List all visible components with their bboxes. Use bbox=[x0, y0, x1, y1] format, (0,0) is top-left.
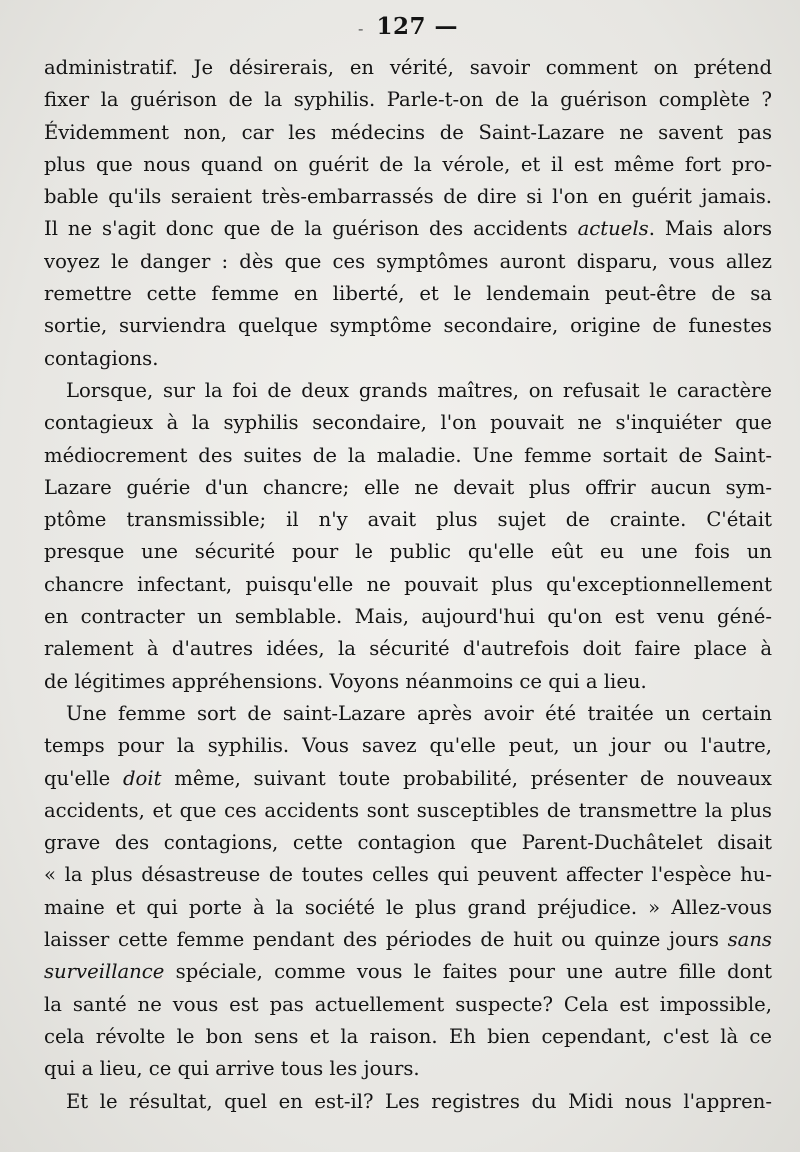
text-line bbox=[44, 181, 772, 213]
text-line bbox=[44, 827, 772, 859]
text-run: Une femme sort de saint-Lazare après avoir été traitée un certain bbox=[66, 701, 772, 725]
text-run: ptôme transmissible; il n'y avait plus sujet de crainte. C'était bbox=[44, 508, 772, 532]
text-line bbox=[44, 407, 772, 439]
text-run: qu'elle bbox=[44, 766, 124, 790]
text-line bbox=[44, 52, 772, 84]
text-line bbox=[44, 795, 772, 827]
text-line bbox=[44, 278, 772, 310]
text-run: même, suivant toute probabilité, présenter de nouveaux bbox=[161, 766, 772, 790]
text-line bbox=[44, 310, 772, 342]
text-run: sortie, surviendra quelque symptôme secondaire, origine de funestes bbox=[44, 314, 772, 338]
text-line bbox=[44, 213, 772, 245]
text-line bbox=[44, 601, 772, 633]
text-line bbox=[44, 666, 772, 698]
italic-text: surveillance bbox=[44, 960, 165, 984]
body-text bbox=[44, 52, 772, 1118]
text-line bbox=[44, 989, 772, 1021]
text-run: en contracter un semblable. Mais, aujourd'hui qu'on est venu géné- bbox=[44, 605, 772, 629]
text-run: administratif. Je désirerais, en vérité, savoir comment on prétend bbox=[44, 56, 772, 79]
text-line bbox=[44, 117, 772, 149]
text-run: . Mais alors bbox=[648, 217, 772, 241]
text-run: accidents, et que ces accidents sont susceptibles de transmettre la plus bbox=[44, 798, 772, 822]
text-run: la santé ne vous est pas actuellement suspecte? Cela est impossible, bbox=[44, 992, 772, 1016]
text-line bbox=[44, 569, 772, 601]
text-run: contagieux à la syphilis secondaire, l'on pouvait ne s'inquiéter que bbox=[44, 411, 772, 435]
text-line bbox=[44, 375, 772, 407]
text-run: bable qu'ils seraient très-embarrassés de dire si l'on en guérit jamais. bbox=[44, 185, 772, 209]
text-run: Il ne s'agit donc que de la guérison des accidents bbox=[44, 217, 578, 241]
text-line bbox=[44, 84, 772, 116]
text-run: Et le résultat, quel en est-il? Les registres du Midi nous l'appren- bbox=[66, 1089, 772, 1113]
text-run: Lazare guérie d'un chancre; elle ne devait plus offrir aucun sym- bbox=[44, 475, 772, 499]
text-line bbox=[44, 924, 772, 956]
text-line bbox=[44, 343, 772, 375]
italic-text: actuels bbox=[577, 217, 649, 241]
text-run: maine et qui porte à la société le plus grand préjudice. » Allez-vous bbox=[44, 895, 772, 919]
text-run: plus que nous quand on guérit de la vérole, et il est même fort pro- bbox=[44, 152, 772, 176]
text-line bbox=[44, 698, 772, 730]
text-line bbox=[44, 472, 772, 504]
italic-text: doit bbox=[123, 766, 162, 790]
text-run: temps pour la syphilis. Vous savez qu'elle peut, un jour ou l'autre, bbox=[44, 734, 772, 758]
page-number-value: 127 — bbox=[376, 13, 458, 40]
text-run: chancre infectant, puisqu'elle ne pouvait plus qu'exceptionnellement bbox=[44, 572, 772, 596]
text-run: contagions. bbox=[44, 346, 159, 370]
text-line bbox=[44, 246, 772, 278]
text-run: grave des contagions, cette contagion que Parent-Duchâtelet disait bbox=[44, 831, 772, 855]
text-run: cela révolte le bon sens et la raison. Eh bien cependant, c'est là ce bbox=[44, 1024, 772, 1048]
page-number-prefix: - bbox=[358, 19, 364, 38]
book-page bbox=[44, 10, 772, 1118]
text-run: Évidemment non, car les médecins de Saint-Lazare ne savent pas bbox=[44, 120, 772, 144]
text-line bbox=[44, 763, 772, 795]
text-line bbox=[44, 1021, 772, 1053]
text-line bbox=[44, 149, 772, 181]
text-run: fixer la guérison de la syphilis. Parle-t-on de la guérison complète ? bbox=[44, 88, 772, 112]
text-line bbox=[44, 633, 772, 665]
text-run: remettre cette femme en liberté, et le lendemain peut-être de sa bbox=[44, 282, 772, 306]
text-run: médiocrement des suites de la maladie. Une femme sortait de Saint- bbox=[44, 443, 772, 467]
text-line bbox=[44, 504, 772, 536]
text-run: ralement à d'autres idées, la sécurité d'autrefois doit faire place à bbox=[44, 637, 772, 661]
text-line bbox=[44, 730, 772, 762]
page-number bbox=[44, 10, 772, 44]
text-line bbox=[44, 956, 772, 988]
text-line bbox=[44, 1053, 772, 1085]
text-run: de légitimes appréhensions. Voyons néanmoins ce qui a lieu. bbox=[44, 669, 647, 693]
text-run: qui a lieu, ce qui arrive tous les jours. bbox=[44, 1057, 420, 1081]
text-run: presque une sécurité pour le public qu'elle eût eu une fois un bbox=[44, 540, 772, 564]
text-line bbox=[44, 1086, 772, 1118]
text-run: voyez le danger : dès que ces symptômes auront disparu, vous allez bbox=[44, 249, 772, 273]
text-run: laisser cette femme pendant des périodes de huit ou quinze jours bbox=[44, 928, 728, 952]
text-run: Lorsque, sur la foi de deux grands maîtres, on refusait le caractère bbox=[66, 378, 772, 402]
text-run: spéciale, comme vous le faites pour une autre fille dont bbox=[164, 960, 772, 984]
text-line bbox=[44, 892, 772, 924]
text-line bbox=[44, 536, 772, 568]
text-line bbox=[44, 859, 772, 891]
italic-text: sans bbox=[727, 928, 772, 952]
text-line bbox=[44, 440, 772, 472]
text-run: « la plus désastreuse de toutes celles qui peuvent affecter l'espèce hu- bbox=[44, 863, 772, 887]
